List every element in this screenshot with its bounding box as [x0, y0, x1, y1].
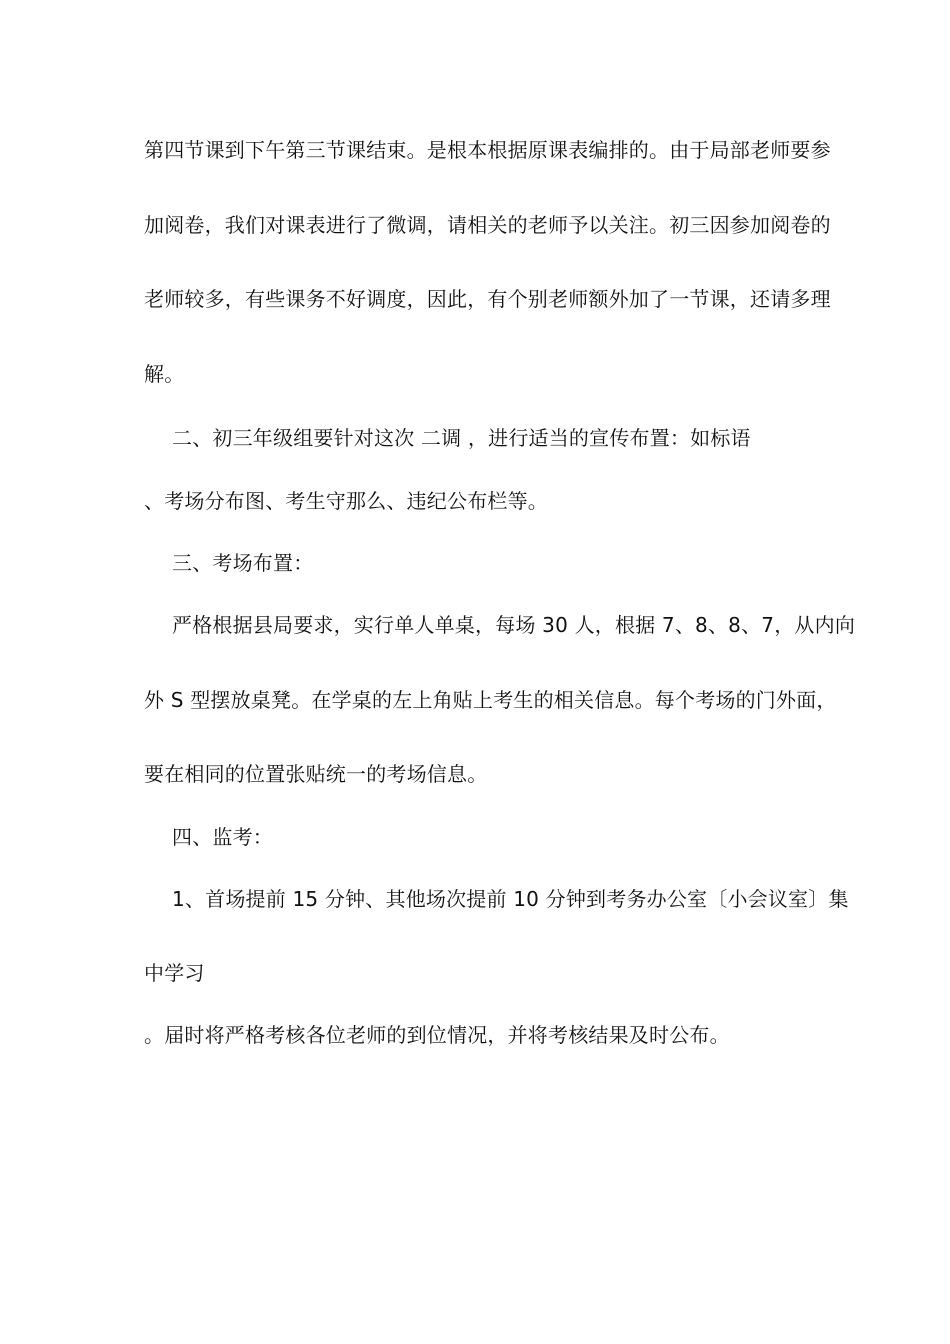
text-line-10: 要在相同的位置张贴统一的考场信息。: [144, 762, 488, 786]
text-line-8: 严格根据县局要求，实行单人单桌，每场 30 人，根据 7、8、8、7，从内向: [172, 613, 856, 637]
section-three-heading: 三、考场布置：: [172, 551, 314, 575]
text-line-3: 老师较多，有些课务不好调度，因此，有个别老师额外加了一节课，还请多理: [144, 287, 831, 311]
text-line-13: 中学习: [144, 961, 205, 985]
section-four-heading: 四、监考：: [172, 825, 273, 849]
text-line-6: 、考场分布图、考生守那么、违纪公布栏等。: [144, 489, 548, 513]
text-line-4: 解。: [144, 362, 185, 386]
text-line-12: 1、首场提前 15 分钟、其他场次提前 10 分钟到考务办公室〔小会议室〕集: [172, 887, 849, 911]
section-two-heading-line: 二、初三年级组要针对这次 二调 ，进行适当的宣传布置：如标语: [172, 426, 751, 450]
text-line-2: 加阅卷，我们对课表进行了微调，请相关的老师予以关注。初三因参加阅卷的: [144, 213, 831, 237]
text-line-9: 外 S 型摆放桌凳。在学桌的左上角贴上考生的相关信息。每个考场的门外面，: [144, 688, 837, 712]
text-line-14: 。届时将严格考核各位老师的到位情况，并将考核结果及时公布。: [144, 1023, 730, 1047]
text-line-1: 第四节课到下午第三节课结束。是根本根据原课表编排的。由于局部老师要参: [144, 138, 831, 162]
